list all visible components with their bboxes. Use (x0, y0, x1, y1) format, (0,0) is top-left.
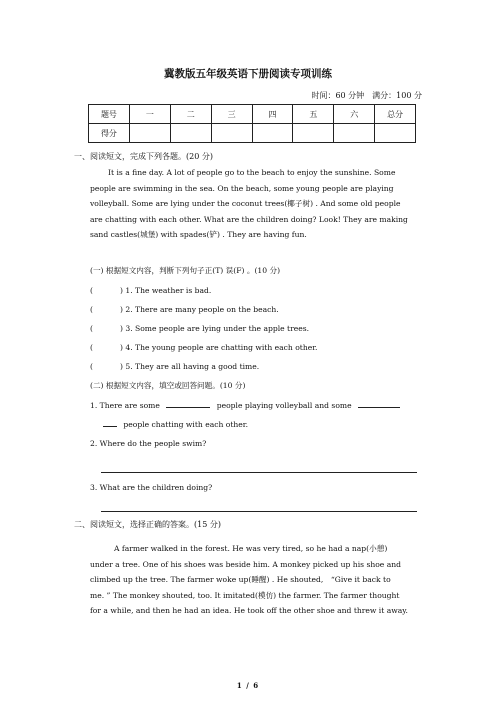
answer-blank[interactable] (358, 398, 400, 408)
passage-line: It is a fine day. A lot of people go to the beach to enjoy the sunshine. Some (108, 168, 396, 177)
passage-line: volleyball. Some are lying under the coconut trees(椰子树) . And some old people (90, 199, 401, 209)
answer-paren[interactable]: ( (90, 324, 93, 333)
answer-line[interactable] (101, 472, 417, 473)
score-cell[interactable] (252, 124, 293, 143)
answer-paren[interactable]: ( (90, 305, 93, 314)
section2-heading: 二、阅读短文，选择正确的答案。(15 分) (74, 520, 221, 529)
answer-paren[interactable]: ( (90, 343, 93, 352)
tf-item-4: ( ) 4. The young people are chatting with each other. (90, 340, 317, 356)
part2-heading: (二) 根据短文内容，填空或回答问题。(10 分) (90, 381, 246, 390)
score-cell[interactable] (129, 124, 170, 143)
score-cell[interactable] (293, 124, 334, 143)
score-header-cell: 六 (334, 105, 375, 124)
passage-line: sand castles(城堡) with spades(铲) . They are having fun. (90, 230, 307, 240)
tf-item-3: ( ) 3. Some people are lying under the apple trees. (90, 321, 309, 337)
score-cell[interactable] (334, 124, 375, 143)
section1-passage (90, 165, 422, 243)
answer-paren[interactable]: ( (90, 362, 93, 371)
score-header-cell: 二 (170, 105, 211, 124)
passage-line: climbed up the tree. The farmer woke up(睡醒) . He shouted, “Give it back to (90, 575, 391, 585)
fill-question-1-cont: people chatting with each other. (103, 417, 248, 433)
score-cell[interactable] (375, 124, 416, 143)
score-header-cell: 三 (211, 105, 252, 124)
score-cell[interactable] (211, 124, 252, 143)
passage-line: under a tree. One of his shoes was beside him. A monkey picked up his shoe and (90, 559, 401, 569)
part1-heading: (一) 根据短文内容，判断下列句子正(T) 误(F) 。(10 分) (90, 266, 281, 275)
page-number: 1 / 6 (236, 681, 260, 690)
score-header-cell: 四 (252, 105, 293, 124)
fill-question-1: 1. There are some people playing volleyball and some (90, 398, 400, 414)
tf-item-2: ( ) 2. There are many people on the beach. (90, 302, 279, 318)
score-header-cell: 总分 (375, 105, 416, 124)
tf-item-5: ( ) 5. They are all having a good time. (90, 359, 259, 375)
answer-blank[interactable] (166, 398, 210, 408)
answer-paren[interactable]: ( (90, 286, 93, 295)
passage-line: A farmer walked in the forest. He was very tired, so he had a nap(小憩) (114, 544, 388, 553)
score-row-label: 得分 (89, 124, 130, 143)
time-and-score: 时间：60 分钟 满分：100 分 (311, 91, 422, 100)
tf-item-1: ( ) 1. The weather is bad. (90, 283, 211, 299)
score-table (88, 104, 416, 143)
score-table-score-row (89, 124, 416, 143)
passage-line: for a while, and then he had an idea. He took off the other shoe and threw it away. (90, 606, 408, 616)
answer-line[interactable] (101, 511, 417, 512)
score-cell[interactable] (170, 124, 211, 143)
page-title: 冀教版五年级英语下册阅读专项训练 (164, 68, 332, 80)
section2-passage (90, 541, 422, 619)
passage-line: me. ” The monkey shouted, too. It imitated(模仿) the farmer. The farmer thought (90, 590, 400, 600)
question-2: 2. Where do the people swim? (90, 439, 207, 448)
score-table-header-row (89, 105, 416, 124)
question-3: 3. What are the children doing? (90, 483, 213, 492)
passage-line: are chatting with each other. What are the children doing? Look! They are making (90, 214, 408, 224)
section1-heading: 一、阅读短文，完成下列各题。(20 分) (74, 152, 213, 161)
score-header-cell: 五 (293, 105, 334, 124)
passage-line: people are swimming in the sea. On the beach, some young people are playing (90, 183, 394, 193)
score-header-cell: 题号 (89, 105, 130, 124)
score-header-cell: 一 (129, 105, 170, 124)
answer-blank[interactable] (103, 417, 117, 427)
